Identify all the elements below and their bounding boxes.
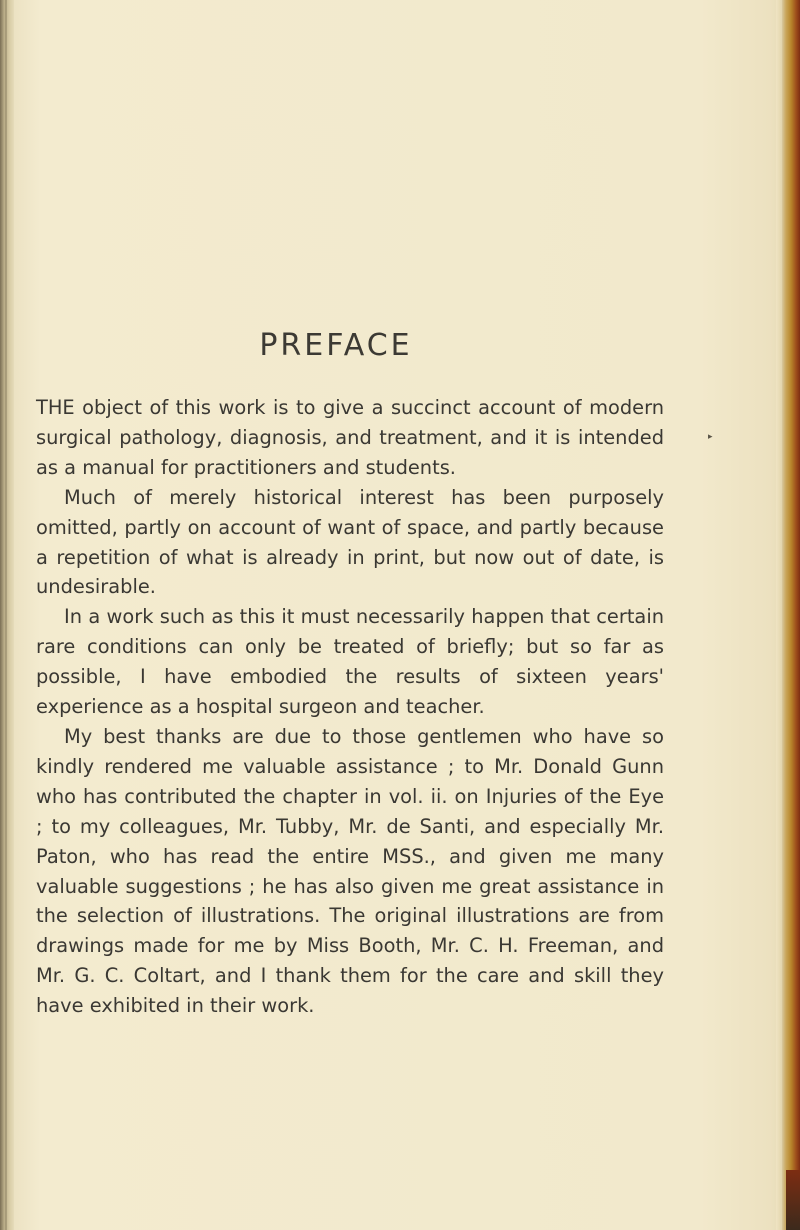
paragraph: Much of merely historical interest has been purposely omitted, partly on account of want of space, and partly because a repetition of what is already in print, but now out of date, is undesirable. [36, 485, 664, 599]
cover-corner [786, 1170, 800, 1230]
page-binding-gutter [0, 0, 14, 1230]
margin-mark-icon: ▸ [708, 432, 713, 442]
preface-body [36, 393, 664, 1021]
book-cover-edge [782, 0, 800, 1230]
paragraph: THE object of this work is to give a succinct account of modern surgical pathology, diagnosis, and treatment, and it is intended as a manual for practitioners and students. [36, 396, 664, 479]
page-title: PREFACE [259, 328, 413, 363]
paragraph: In a work such as this it must necessarily happen that certain rare conditions can only be treated of briefly; but so far as possible, I have embodied the results of sixteen years' experience as a hospital surgeon and teacher. [36, 605, 664, 719]
paragraph: My best thanks are due to those gentlemen who have so kindly rendered me valuable assistance ; to Mr. Donald Gunn who has contributed the chapter in vol. ii. on Injuries of the Eye ; to my colleagues, Mr. Tubby, Mr. de Santi, and especially Mr. Paton, who has read the entire MSS., and given me many valuable suggestions ; he has also given me great assistance in the selection of illustrations. The original illustrations are from drawings made for me by Miss Booth, Mr. C. H. Freeman, and Mr. G. C. Coltart, and I thank them for the care and skill they have exhibited in their work. [36, 724, 664, 1018]
